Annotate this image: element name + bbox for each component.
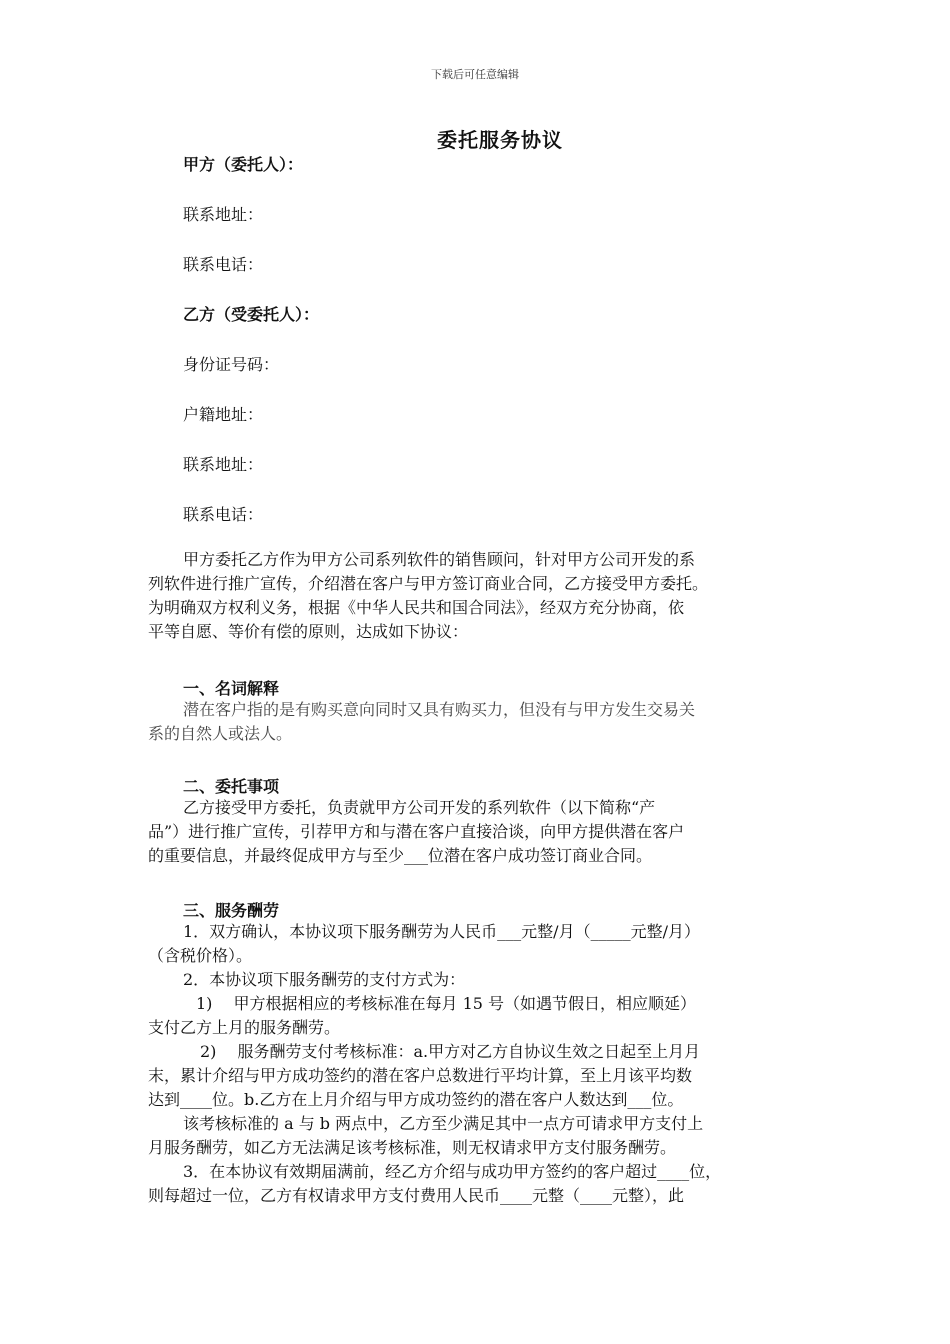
section-1-heading: 一、名词解释 [183,679,280,698]
intro-line: 为明确双方权利义务，根据《中华人民共和国合同法》，经双方充分协商，依 [148,598,685,617]
section-2-heading: 二、委托事项 [183,777,280,796]
section-3-body [148,920,818,1208]
header-note: 下载后可任意编辑 [431,68,519,81]
section-3-line: 1) 甲方根据相应的考核标准在每月 15 号（如遇节假日，相应顺延） [196,994,697,1013]
party-a-address: 联系地址： [183,205,264,224]
party-b-label: 乙方（受委托人）： [183,305,320,324]
section-2-line: 的重要信息，并最终促成甲方与至少___位潜在客户成功签订商业合同。 [148,846,653,865]
section-1-body [148,698,818,746]
intro-line: 甲方委托乙方作为甲方公司系列软件的销售顾问，针对甲方公司开发的系 [183,550,696,569]
party-b-id-number: 身份证号码： [183,355,280,374]
section-3-line: 达到____位。b.乙方在上月介绍与甲方成功签约的潜在客户人数达到___位。 [148,1090,684,1109]
document-title: 委托服务协议 [437,128,563,152]
section-3-line: 支付乙方上月的服务酬劳。 [148,1018,341,1037]
party-b-address: 联系地址： [183,455,264,474]
section-2-line: 乙方接受甲方委托，负责就甲方公司开发的系列软件（以下简称“产 [183,798,656,817]
intro-line: 列软件进行推广宣传，介绍潜在客户与甲方签订商业合同，乙方接受甲方委托。 [148,574,709,593]
section-3-line: 2) 服务酬劳支付考核标准：a.甲方对乙方自协议生效之日起至上月月 [200,1042,701,1061]
section-3-heading: 三、服务酬劳 [183,901,280,920]
intro-line: 平等自愿、等价有偿的原则，达成如下协议： [148,622,469,641]
section-1-line: 潜在客户指的是有购买意向同时又具有购买力，但没有与甲方发生交易关 [183,700,696,719]
party-b-household: 户籍地址： [183,405,264,424]
section-3-line: 3．在本协议有效期届满前，经乙方介绍与成功甲方签约的客户超过____位， [183,1162,722,1181]
section-3-line: 2．本协议项下服务酬劳的支付方式为： [183,970,466,989]
party-b-phone: 联系电话： [183,505,264,524]
section-3-line: （含税价格）。 [148,946,253,965]
section-3-line: 末，累计介绍与甲方成功签约的潜在客户总数进行平均计算，至上月该平均数 [148,1066,693,1085]
section-3-line: 1．双方确认，本协议项下服务酬劳为人民币___元整/月（_____元整/月） [183,922,700,941]
section-3-line: 月服务酬劳，如乙方无法满足该考核标准，则无权请求甲方支付服务酬劳。 [148,1138,677,1157]
intro-paragraph [148,548,818,644]
section-1-line: 系的自然人或法人。 [148,724,293,743]
party-a-label: 甲方（委托人）： [183,155,304,174]
section-3-line: 该考核标准的 a 与 b 两点中，乙方至少满足其中一点方可请求甲方支付上 [183,1114,704,1133]
section-2-line: 品”）进行推广宣传，引荐甲方和与潜在客户直接洽谈，向甲方提供潜在客户 [148,822,685,841]
party-a-phone: 联系电话： [183,255,264,274]
section-2-body [148,796,818,868]
section-3-line: 则每超过一位，乙方有权请求甲方支付费用人民币____元整（____元整），此 [148,1186,685,1205]
